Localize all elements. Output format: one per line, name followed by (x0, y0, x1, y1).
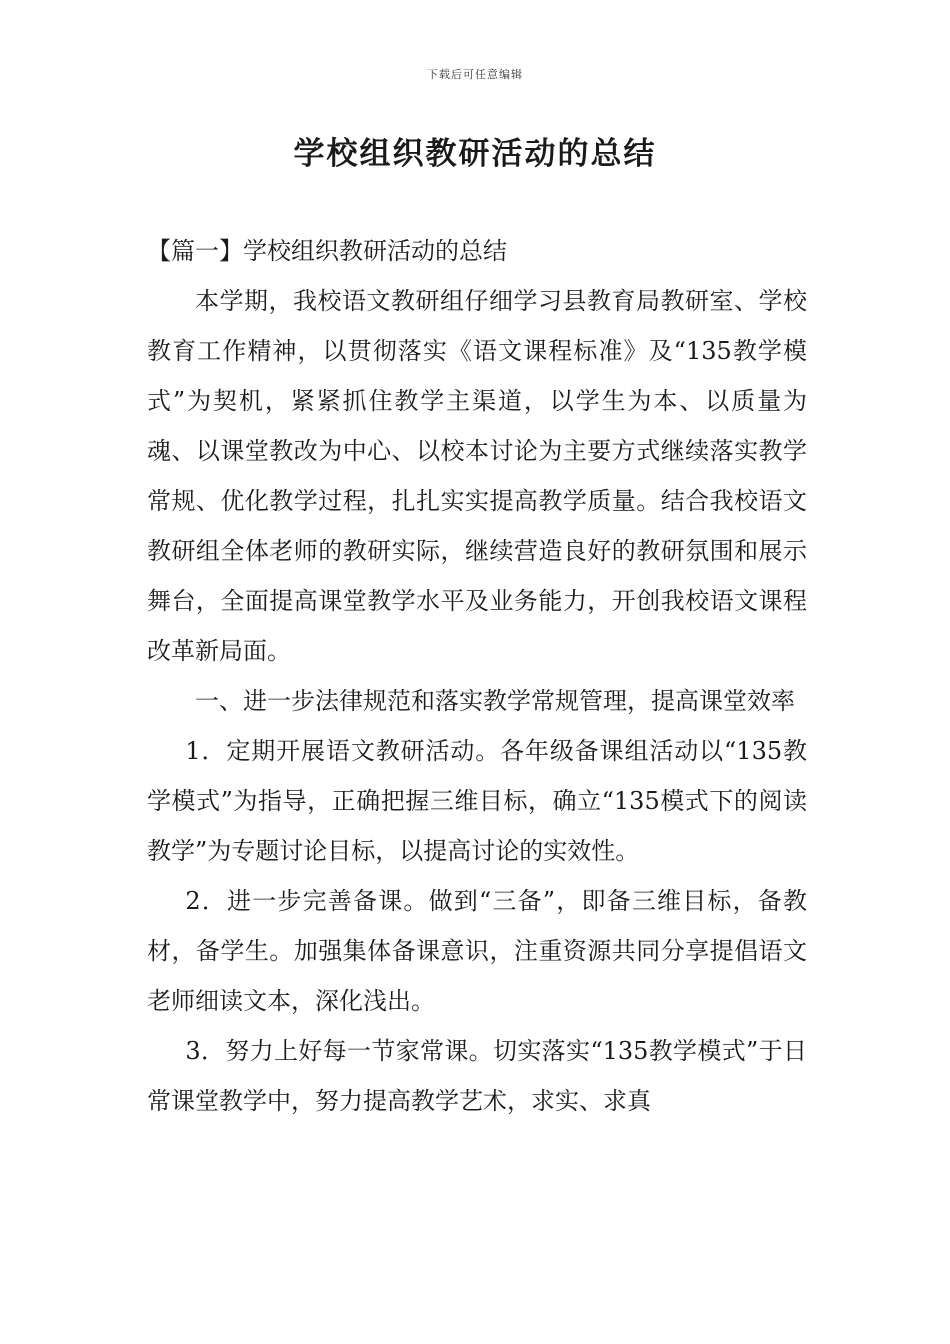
document-body (147, 226, 807, 1126)
section-heading: 【篇一】学校组织教研活动的总结 (147, 237, 507, 265)
heading-one: 一、进一步法律规范和落实教学常规管理，提高课堂效率 (195, 687, 795, 715)
item-2-paragraph: 2．进一步完善备课。做到“三备”，即备三维目标，备教材，备学生。加强集体备课意识，注重资源共同分享提倡语文老师细读文本，深化浅出。 (147, 887, 807, 1015)
intro-paragraph: 本学期，我校语文教研组仔细学习县教育局教研室、学校教育工作精神，以贯彻落实《语文课程标准》及“135教学模式”为契机，紧紧抓住教学主渠道，以学生为本、以质量为魂、以课堂教改为中心、以校本讨论为主要方式继续落实教学常规、优化教学过程，扎扎实实提高教学质量。结合我校语文教研组全体老师的教研实际，继续营造良好的教研氛围和展示舞台，全面提高课堂教学水平及业务能力，开创我校语文课程改革新局面。 (147, 287, 807, 665)
item-1-paragraph: 1．定期开展语文教研活动。各年级备课组活动以“135教学模式”为指导，正确把握三维目标，确立“135模式下的阅读教学”为专题讨论目标，以提高讨论的实效性。 (147, 737, 807, 865)
header-note: 下载后可任意编辑 (427, 68, 523, 81)
item-3-paragraph: 3．努力上好每一节家常课。切实落实“135教学模式”于日常课堂教学中，努力提高教学艺术，求实、求真 (147, 1037, 807, 1115)
document-title: 学校组织教研活动的总结 (293, 136, 657, 172)
